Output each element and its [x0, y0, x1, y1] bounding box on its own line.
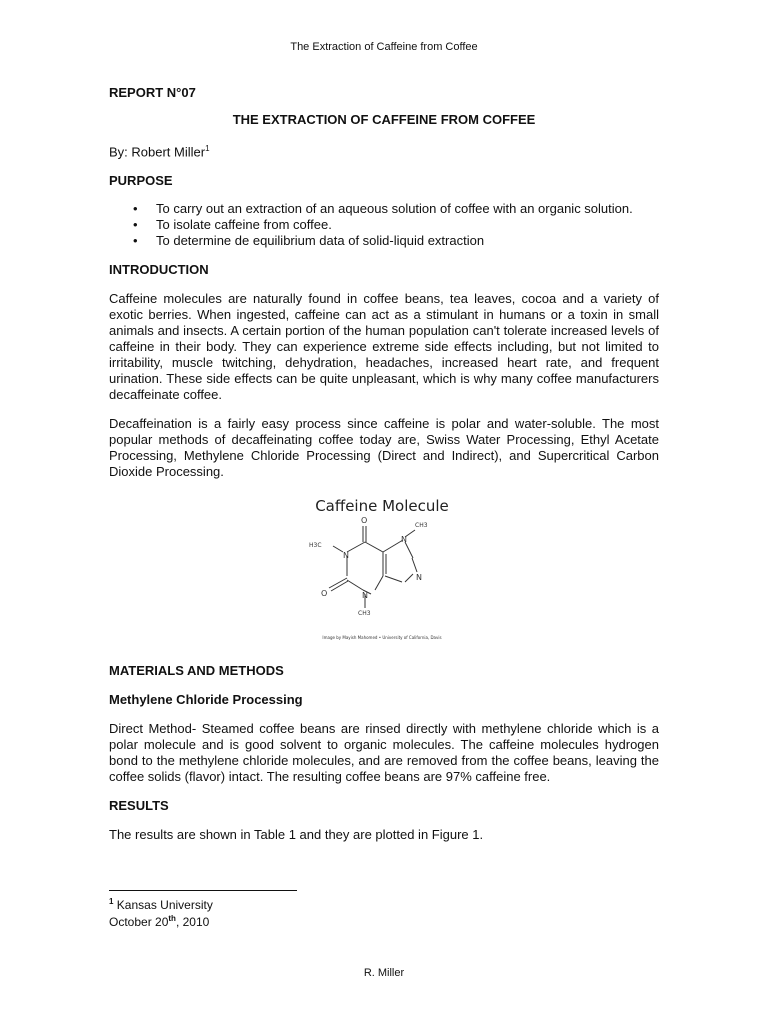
figure-title: Caffeine Molecule	[315, 497, 449, 516]
footnote-date-day: October 20	[109, 915, 169, 929]
introduction-paragraph-1: Caffeine molecules are naturally found in coffee beans, tea leaves, cocoa and a variety of exotic berries. When ingested, caffeine can act as a stimulant in humans or a toxin in small animals and insects. A certain portion of the human population can't tolerate increased levels of caffeine in their body. They can experience extreme side effects including, but not limited to irritability, muscle twitching, dehydration, headaches, increased heart rate, and frequent urination. These side effects can be quite unpleasant, which is why many coffee manufacturers decaffeinate coffee.	[109, 291, 659, 403]
byline	[109, 141, 659, 160]
running-header: The Extraction of Caffeine from Coffee	[290, 41, 478, 53]
results-heading: RESULTS	[109, 798, 169, 814]
list-item: • To determine de equilibrium data of solid-liquid extraction	[156, 233, 659, 249]
materials-subheading: Methylene Chloride Processing	[109, 692, 303, 708]
caffeine-molecule-diagram	[295, 490, 470, 648]
molecule-atoms	[309, 516, 428, 617]
oxygen-left-label: O	[321, 589, 328, 599]
author-footnote-marker: 1	[205, 144, 210, 153]
list-item: • To isolate caffeine from coffee.	[156, 217, 659, 233]
materials-heading: MATERIALS AND METHODS	[109, 663, 284, 679]
footnote-marker: 1	[109, 897, 114, 906]
footnote-date-suffix: th	[168, 914, 176, 923]
author-name: By: Robert Miller	[109, 144, 206, 160]
purpose-heading: PURPOSE	[109, 173, 173, 189]
document-title: THE EXTRACTION OF CAFFEINE FROM COFFEE	[232, 112, 536, 127]
oxygen-top-label: O	[361, 516, 368, 526]
methyl-bottom-label: CH3	[358, 610, 371, 618]
report-number: REPORT N°07	[109, 85, 196, 100]
nitrogen-9-label: N	[416, 573, 422, 583]
nitrogen-7-label: N	[401, 535, 407, 545]
footnote-date	[109, 912, 213, 929]
footnote-divider	[109, 890, 297, 891]
footnote-date-year: , 2010	[175, 915, 210, 929]
methyl-left-label: H3C	[309, 542, 322, 550]
footnote-affiliation	[109, 895, 213, 912]
purpose-list	[109, 201, 659, 249]
methyl-top-label: CH3	[415, 522, 428, 530]
materials-paragraph: Direct Method- Steamed coffee beans are rinsed directly with methylene chloride which is a polar molecule and is good solvent to organic molecules. The caffeine molecules hydrogen bond to the methylene chloride molecules, and are removed from the coffee beans, leaving the coffee solids (flavor) intact. The resulting coffee beans are 97% caffeine free.	[109, 721, 659, 785]
footnote-affiliation-text: Kansas University	[116, 898, 213, 912]
nitrogen-3-label: N	[362, 591, 368, 601]
introduction-heading: INTRODUCTION	[109, 262, 209, 278]
nitrogen-1-label: N	[343, 551, 349, 561]
figure-credit: Image by Mayish Mahomed • University of California, Davis	[322, 635, 442, 641]
main-content	[109, 85, 659, 843]
list-item: • To carry out an extraction of an aqueous solution of coffee with an organic solution.	[156, 201, 659, 217]
running-footer: R. Miller	[363, 967, 405, 979]
introduction-paragraph-2: Decaffeination is a fairly easy process since caffeine is polar and water-soluble. The most popular methods of decaffeinating coffee today are, Swiss Water Processing, Ethyl Acetate Processing, Methylene Chloride Processing (Direct and Indirect), and Supercritical Carbon Dioxide Processing.	[109, 416, 659, 480]
caffeine-figure	[109, 490, 659, 650]
results-paragraph: The results are shown in Table 1 and they are plotted in Figure 1.	[109, 827, 484, 843]
footnote	[109, 895, 213, 929]
